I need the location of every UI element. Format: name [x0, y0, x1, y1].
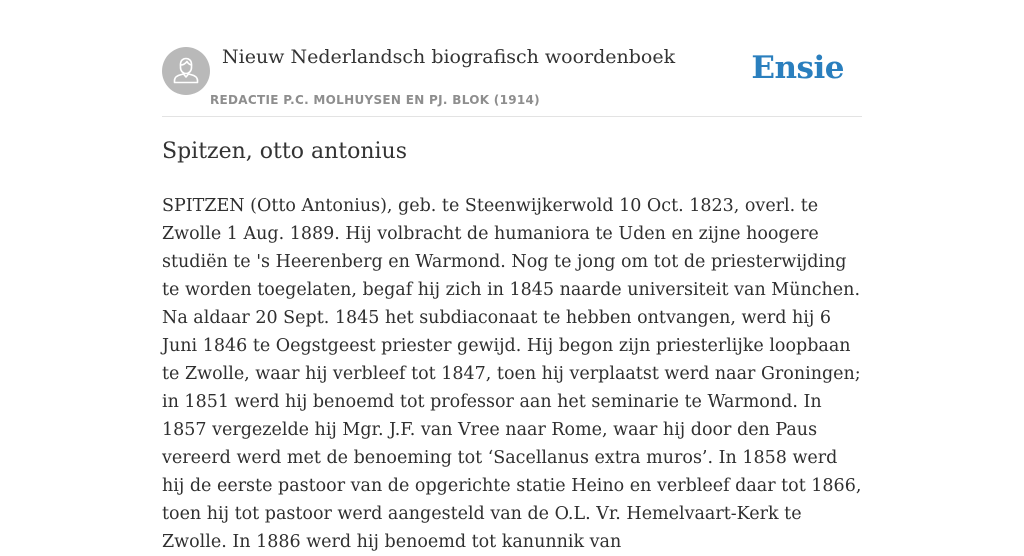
source-header	[162, 46, 862, 117]
article-title: Spitzen, otto antonius	[162, 139, 407, 164]
user-placeholder-icon[interactable]	[162, 47, 210, 95]
brand-logo[interactable]: Ensie	[751, 50, 844, 86]
source-title[interactable]: Nieuw Nederlandsch biografisch woordenboek	[222, 46, 676, 68]
article-body: SPITZEN (Otto Antonius), geb. te Steenwijkerwold 10 Oct. 1823, overl. te Zwolle 1 Aug. 1889. Hij volbracht de humaniora te Uden en zijne hoogere studiën te 's Heerenberg en Warmond. Nog te jong om tot de priesterwijding te worden toegelaten, begaf hij zich in 1845 naarde universiteit van München. Na aldaar 20 Sept. 1845 het subdiaconaat te hebben ontvangen, werd hij 6 Juni 1846 te Oegstgeest priester gewijd. Hij begon zijn priesterlijke loopbaan te Zwolle, waar hij verbleef tot 1847, toen hij verplaatst werd naar Groningen; in 1851 werd hij benoemd tot professor aan het seminarie te Warmond. In 1857 vergezelde hij Mgr. J.F. van Vree naar Rome, waar hij door den Paus vereerd werd met de benoeming tot ‘Sacellanus extra muros’. In 1858 werd hij de eerste pastoor van de opgerichte statie Heino en verbleef daar tot 1866, toen hij tot pastoor werd aangesteld van de O.L. Vr. Hemelvaart-Kerk te Zwolle. In 1886 werd hij benoemd tot kanunnik van	[162, 196, 862, 552]
source-editors: REDACTIE P.C. MOLHUYSEN EN PJ. BLOK (1914)	[210, 93, 540, 107]
